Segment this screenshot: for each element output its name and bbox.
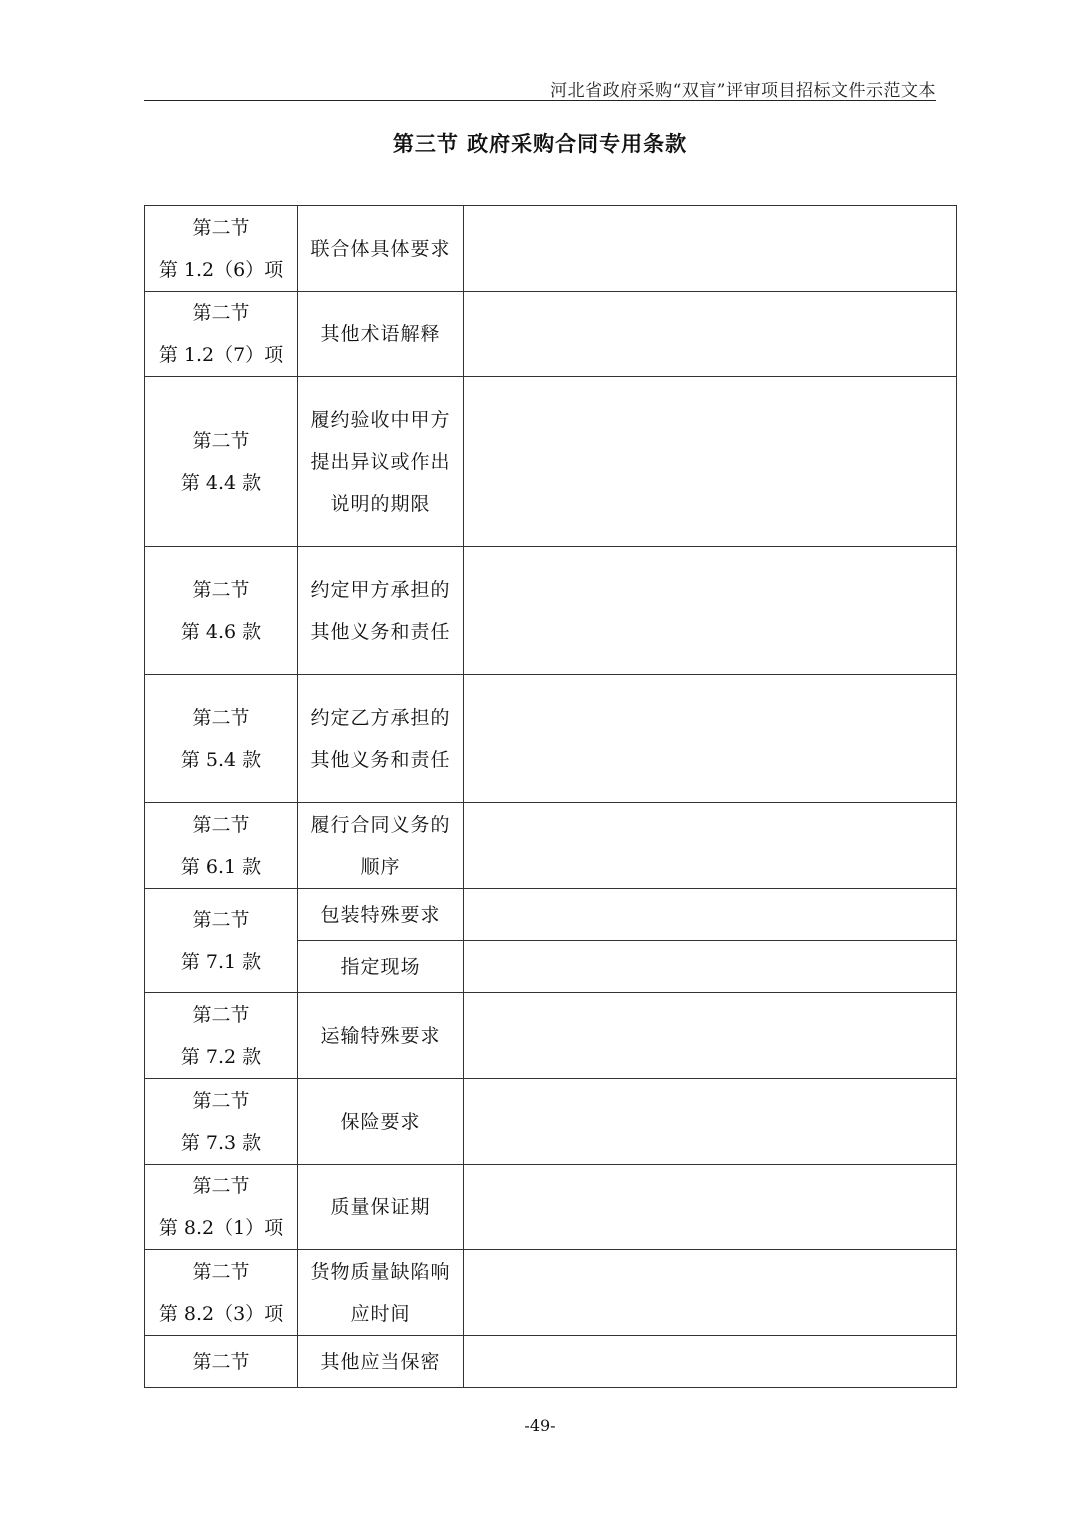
clause-value[interactable] (464, 675, 957, 803)
clause-reference: 第二节 第 7.1 款 (145, 889, 298, 993)
clause-value[interactable] (464, 377, 957, 547)
clause-item: 货物质量缺陷响应时间 (298, 1250, 464, 1336)
clause-value[interactable] (464, 1336, 957, 1388)
clause-value[interactable] (464, 206, 957, 292)
table-row (145, 206, 957, 292)
running-header: 河北省政府采购“双盲”评审项目招标文件示范文本 (550, 81, 936, 101)
table-row (145, 547, 957, 675)
table-row (145, 889, 957, 941)
clause-reference: 第二节 (145, 1336, 298, 1388)
clause-item: 约定乙方承担的其他义务和责任 (298, 675, 464, 803)
clause-item: 其他应当保密 (298, 1336, 464, 1388)
page-number: -49- (524, 1416, 556, 1435)
clause-reference: 第二节 第 6.1 款 (145, 803, 298, 889)
clause-item: 保险要求 (298, 1079, 464, 1165)
clause-item: 运输特殊要求 (298, 993, 464, 1079)
clause-item: 指定现场 (298, 941, 464, 993)
clause-item: 包装特殊要求 (298, 889, 464, 941)
table-row (145, 803, 957, 889)
clause-reference: 第二节 第 4.6 款 (145, 547, 298, 675)
table-row (145, 1250, 957, 1336)
table-row (145, 675, 957, 803)
header-rule (144, 100, 936, 101)
clause-item: 履行合同义务的顺序 (298, 803, 464, 889)
clause-value[interactable] (464, 1079, 957, 1165)
table-row (145, 1079, 957, 1165)
clause-value[interactable] (464, 547, 957, 675)
clause-value[interactable] (464, 803, 957, 889)
clause-reference: 第二节 第 4.4 款 (145, 377, 298, 547)
table-row (145, 993, 957, 1079)
clause-item: 约定甲方承担的其他义务和责任 (298, 547, 464, 675)
clause-value[interactable] (464, 1165, 957, 1250)
clause-reference: 第二节 第 8.2（3）项 (145, 1250, 298, 1336)
clause-value[interactable] (464, 889, 957, 941)
clause-value[interactable] (464, 292, 957, 377)
table-row (145, 1336, 957, 1388)
clause-reference: 第二节 第 8.2（1）项 (145, 1165, 298, 1250)
table-row (145, 292, 957, 377)
table-row (145, 1165, 957, 1250)
special-clauses-table (144, 205, 957, 1388)
clause-reference: 第二节 第 5.4 款 (145, 675, 298, 803)
clause-item: 质量保证期 (298, 1165, 464, 1250)
clause-item: 其他术语解释 (298, 292, 464, 377)
clause-item: 履约验收中甲方提出异议或作出说明的期限 (298, 377, 464, 547)
clause-reference: 第二节 第 7.2 款 (145, 993, 298, 1079)
section-title: 第三节 政府采购合同专用条款 (392, 131, 688, 156)
clause-value[interactable] (464, 993, 957, 1079)
clause-reference: 第二节 第 1.2（6）项 (145, 206, 298, 292)
clause-reference: 第二节 第 7.3 款 (145, 1079, 298, 1165)
clause-value[interactable] (464, 941, 957, 993)
table-row (145, 377, 957, 547)
clause-item: 联合体具体要求 (298, 206, 464, 292)
clause-reference: 第二节 第 1.2（7）项 (145, 292, 298, 377)
clause-value[interactable] (464, 1250, 957, 1336)
